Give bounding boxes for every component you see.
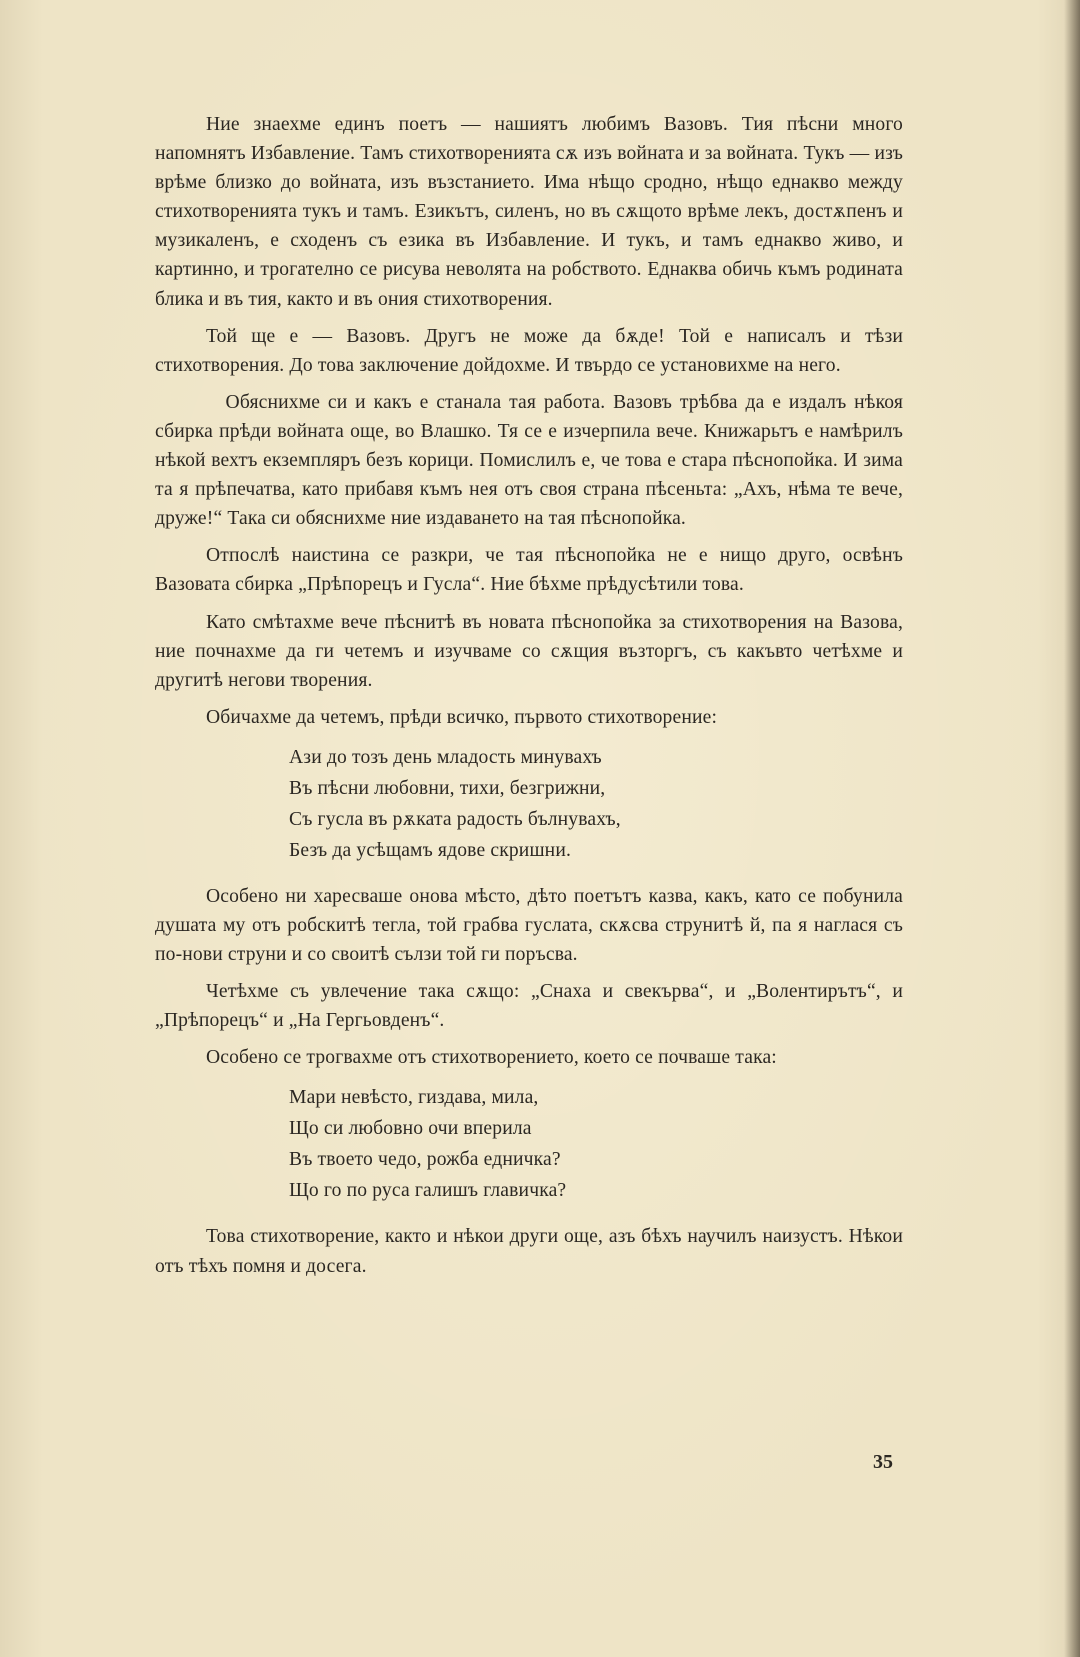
paragraph: Ние знаехме единъ поетъ — нашиятъ любимъ Вазовъ. Тия пѣсни много напомнятъ Избавление. Тамъ стихотворенията сѫ изъ войната и за войната. Тукъ — изъ врѣме близко до войната, изъ възстанието. Има нѣщо сродно, нѣщо еднакво между стихотворенията тукъ и тамъ. Езикътъ, силенъ, но въ сѫщото врѣме лекъ, достѫпенъ и музикаленъ, е сходенъ съ езика въ Избавление. И тукъ, и тамъ еднакво живо, и картинно, и трогателно се рисува неволята на робството. Еднаква обичь къмъ родината блика и въ тия, както и въ ония стихотворения. [155, 114, 903, 310]
verse-line: Ази до тозъ день младость минувахъ [289, 746, 602, 768]
verse-line: Що го по руса галишъ главичка? [289, 1180, 567, 1202]
poem-stanza-2 [289, 1082, 903, 1206]
page-number: 35 [873, 1451, 893, 1473]
page-text [155, 110, 903, 1289]
paragraph: Обичахме да четемъ, прѣди всичко, първото стихотворение: [205, 706, 718, 728]
paragraph: Обяснихме си и какъ е станала тая работа. Вазовъ трѣбва да е издалъ нѣкоя сбирка прѣди войната още, во Влашко. Тя се е изчерпила вече. Книжарьтъ е намѣрилъ нѣкой вехтъ екземпляръ безъ корици. Помислилъ е, че това е стара пѣснопойка. И зима та я прѣпечатва, като прибавя къмъ нея отъ своя страна пѣсеньта: „Ахъ, нѣма те вече, друже!“ Така си обяснихме ние издаването на тая пѣснопойка. [155, 391, 903, 530]
paragraph: Отпослѣ наистина се разкри, че тая пѣснопойка не е нищо друго, освѣнъ Вазовата сбирка „Прѣпорецъ и Гусла“. Ние бѣхме прѣдусѣтили това. [155, 545, 903, 596]
verse-line: Безъ да усѣщамъ ядове скришни. [289, 839, 571, 861]
paragraph: Като смѣтахме вече пѣснитѣ въ новата пѣснопойка за стихотворения на Вазова, ние почнахме да ги четемъ и изучваме со сѫщия възторгъ, съ какъвто четѣхме и другитѣ негови творения. [155, 611, 903, 691]
paragraph: Той ще е — Вазовъ. Другъ не може да бѫде! Той е написалъ и тѣзи стихотворения. До това заключение дойдохме. И твърдо се установихме на него. [155, 325, 903, 376]
paragraph: Четѣхме съ увлечение така сѫщо: „Снаха и свекърва“, и „Волентирътъ“, и „Прѣпорецъ“ и „На Гергьовденъ“. [155, 981, 903, 1032]
verse-line: Съ гусла въ рѫката радость бълнувахъ, [289, 808, 621, 830]
verse-line: Въ твоето чедо, рожба едничка? [289, 1149, 561, 1171]
paragraph: Особено се трогвахме отъ стихотворението, което се почваше така: [205, 1047, 777, 1069]
verse-line: Мари невѣсто, гиздава, мила, [289, 1087, 539, 1109]
poem-stanza-1 [289, 742, 903, 866]
paragraph: Особено ни харесваше онова мѣсто, дѣто поетътъ казва, какъ, като се побунила душата му отъ робскитѣ тегла, той грабва гуслата, скѫсва струнитѣ й, па я наглася съ по-нови струни и со своитѣ сълзи той ги поръсва. [155, 885, 903, 966]
paragraph: Това стихотворение, както и нѣкои други още, азъ бѣхъ научилъ наизустъ. Нѣкои отъ тѣхъ помня и досега. [155, 1226, 903, 1277]
verse-line: Що си любовно очи вперила [289, 1118, 532, 1140]
verse-line: Въ пѣсни любовни, тихи, безгрижни, [289, 777, 606, 799]
